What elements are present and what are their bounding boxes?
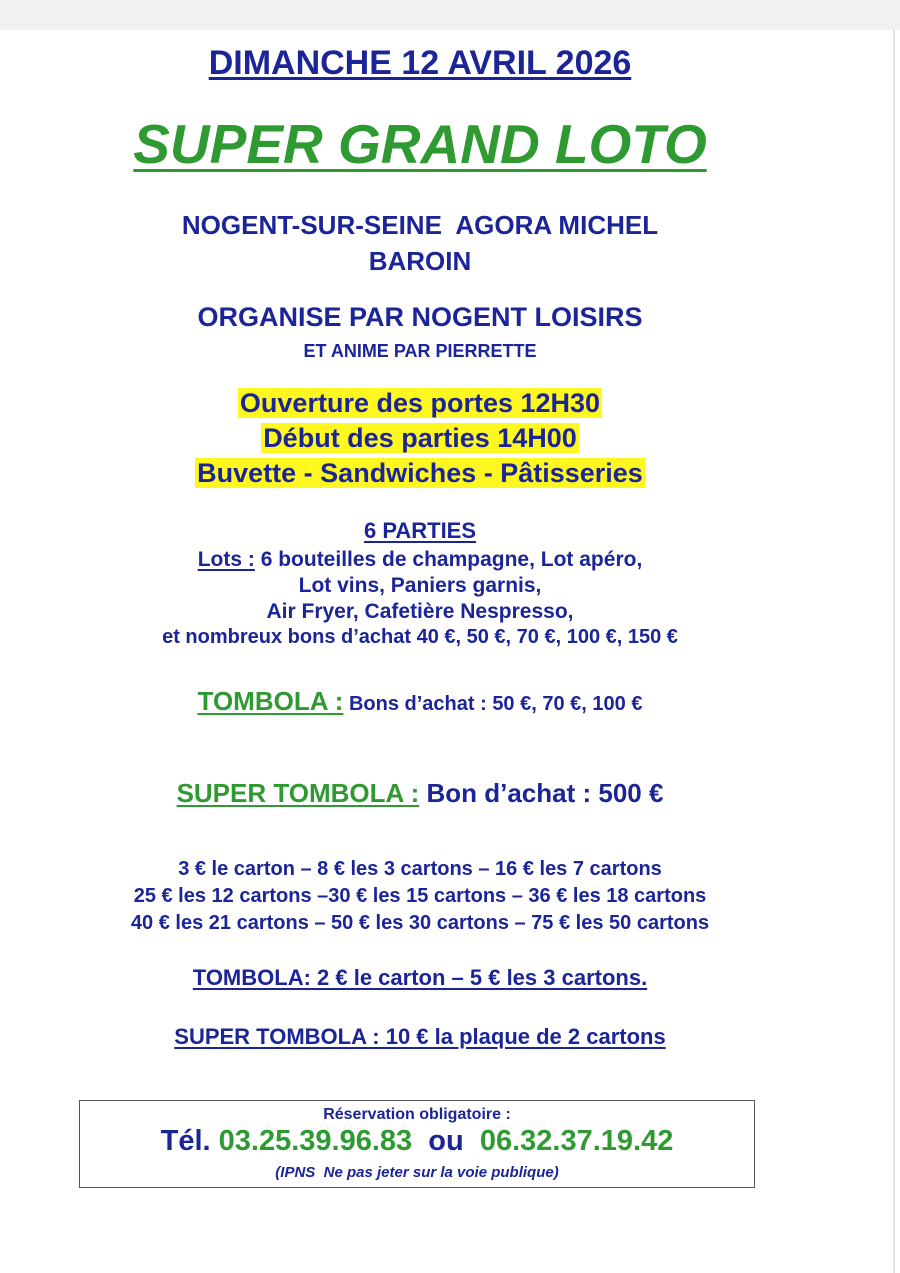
price-line-2: 25 € les 12 cartons –30 € les 15 cartons – 36 € les 18 cartons bbox=[133, 885, 707, 907]
price-line-3: 40 € les 21 cartons – 50 € les 30 cartons – 75 € les 50 cartons bbox=[130, 912, 710, 934]
prizes-label: Lots : bbox=[197, 548, 255, 571]
tombola-label: TOMBOLA : bbox=[197, 686, 344, 716]
venue-line-1: NOGENT-SUR-SEINE AGORA MICHEL bbox=[181, 210, 659, 240]
phone-number-2: 06.32.37.19.42 bbox=[479, 1125, 674, 1157]
tombola-prizes bbox=[0, 686, 840, 717]
reservation-phones bbox=[80, 1125, 754, 1158]
super-tombola-price: SUPER TOMBOLA : 10 € la plaque de 2 cartons bbox=[174, 1024, 666, 1049]
organizer: ORGANISE PAR NOGENT LOISIRS bbox=[197, 302, 643, 332]
refreshments-text: Buvette - Sandwiches - Pâtisseries bbox=[197, 458, 643, 488]
prizes-text-1: 6 bouteilles de champagne, Lot apéro, bbox=[254, 548, 643, 571]
page-edge bbox=[0, 0, 900, 30]
games-start bbox=[0, 423, 840, 454]
phone-or: ou bbox=[428, 1125, 464, 1157]
event-date: DIMANCHE 12 AVRIL 2026 bbox=[208, 44, 632, 82]
doors-opening bbox=[0, 388, 840, 419]
prizes-line-4: et nombreux bons d’achat 40 €, 50 €, 70 €, 100 €, 150 € bbox=[162, 626, 678, 648]
games-count: 6 PARTIES bbox=[363, 518, 477, 543]
doors-opening-text: Ouverture des portes 12H30 bbox=[239, 388, 601, 418]
refreshments bbox=[0, 458, 840, 489]
games-start-text: Début des parties 14H00 bbox=[263, 423, 577, 453]
super-tombola-label: SUPER TOMBOLA : bbox=[176, 778, 420, 808]
venue-line-2: BAROIN bbox=[368, 246, 472, 276]
flyer-page bbox=[0, 30, 895, 1273]
event-title: SUPER GRAND LOTO bbox=[133, 113, 707, 175]
ipns-note: (IPNS Ne pas jeter sur la voie publique) bbox=[275, 1164, 559, 1181]
prizes-line-1 bbox=[0, 548, 840, 572]
prizes-line-2: Lot vins, Paniers garnis, bbox=[298, 574, 542, 597]
price-line-1: 3 € le carton – 8 € les 3 cartons – 16 € les 7 cartons bbox=[178, 858, 662, 880]
prizes-line-3: Air Fryer, Cafetière Nespresso, bbox=[266, 600, 574, 623]
super-tombola-prize-text: Bon d’achat : 500 € bbox=[419, 778, 664, 808]
tel-prefix: Tél. bbox=[160, 1125, 211, 1157]
super-tombola-prize bbox=[0, 778, 840, 809]
phone-number-1: 03.25.39.96.83 bbox=[218, 1125, 413, 1157]
tombola-price: TOMBOLA: 2 € le carton – 5 € les 3 cartons. bbox=[192, 965, 648, 990]
tombola-prizes-text: Bons d’achat : 50 €, 70 €, 100 € bbox=[343, 693, 643, 715]
host: ET ANIME PAR PIERRETTE bbox=[303, 341, 537, 361]
reservation-box bbox=[79, 1100, 755, 1188]
reservation-label: Réservation obligatoire : bbox=[323, 1106, 511, 1123]
